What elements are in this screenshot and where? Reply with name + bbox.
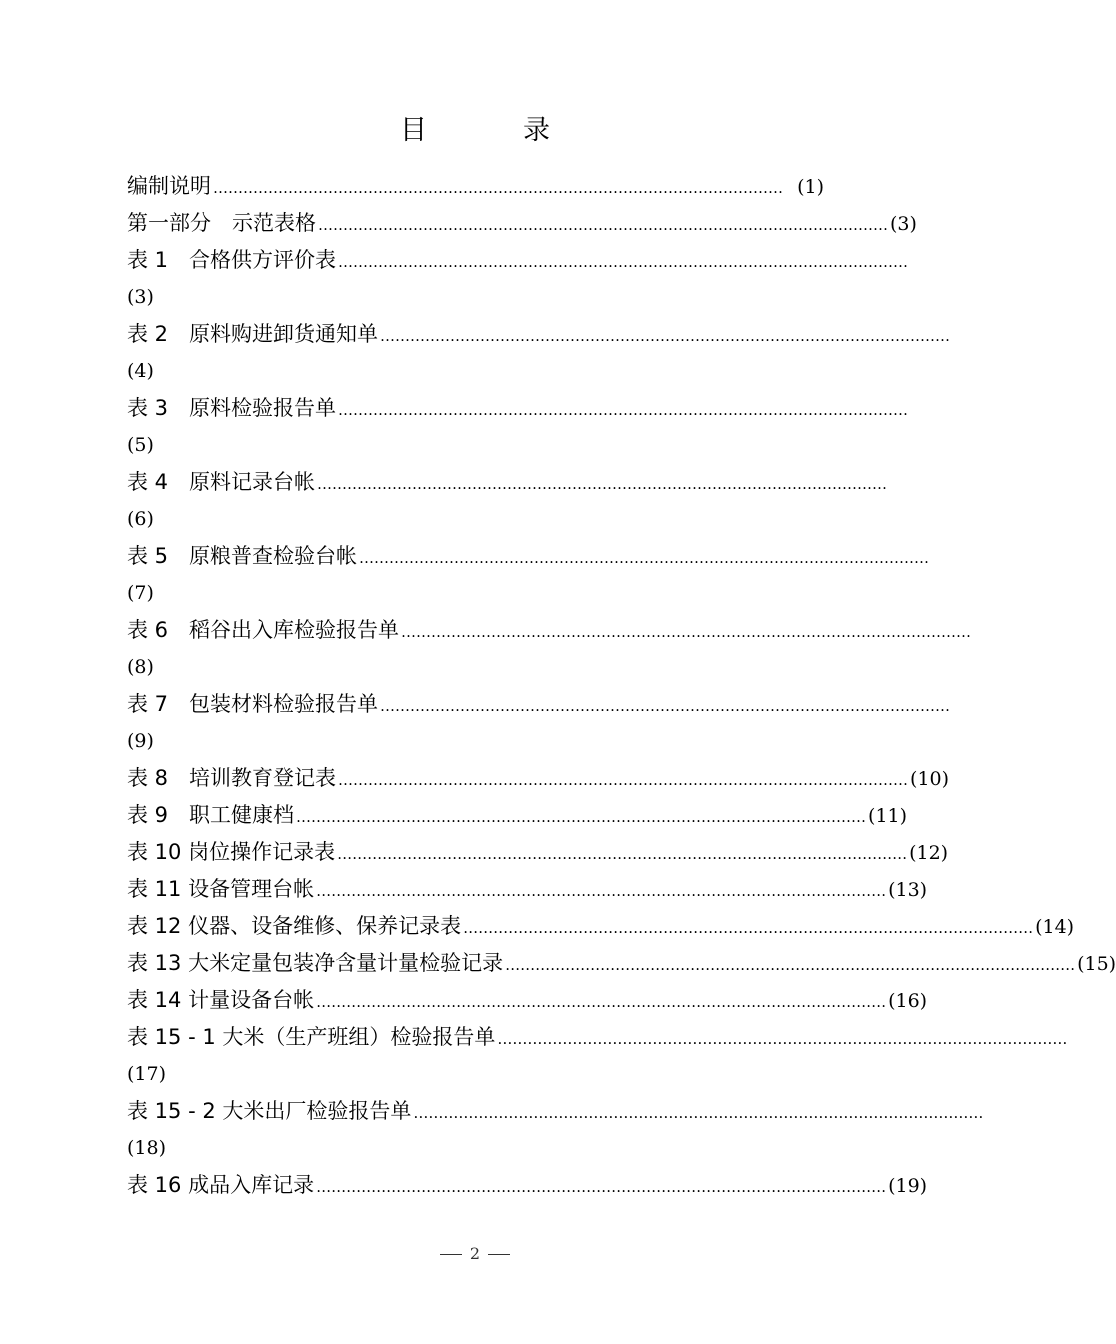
toc-leader: …………………………………………………………………………………………………… (337, 845, 908, 863)
toc-leader: …………………………………………………………………………………………………… (338, 401, 909, 419)
page-number: 2 (469, 1244, 481, 1263)
toc-leader: …………………………………………………………………………………………………… (316, 993, 887, 1011)
toc-leader: …………………………………………………………………………………………………… (380, 697, 951, 715)
toc-entry-page: (4) (127, 360, 154, 382)
toc-leader: …………………………………………………………………………………………………… (296, 808, 867, 826)
toc-entry-page: (1) (797, 176, 824, 198)
toc-entry-page: (16) (888, 990, 928, 1012)
toc-entry-label: 表 16 成品入库记录 (127, 1173, 315, 1197)
toc-entry[interactable] (127, 464, 888, 501)
toc-entry-label: 表 4 原料记录台帐 (127, 470, 316, 494)
toc-entry[interactable] (127, 760, 950, 797)
toc-entry[interactable] (127, 538, 930, 575)
toc-leader: …………………………………………………………………………………………………… (413, 1104, 984, 1122)
toc-leader: …………………………………………………………………………………………………… (213, 179, 783, 197)
table-of-contents (127, 168, 1116, 1204)
toc-entry-label: 表 8 培训教育登记表 (127, 766, 337, 790)
toc-leader: …………………………………………………………………………………………………… (463, 919, 1034, 937)
footer-dash-left (440, 1254, 462, 1255)
toc-entry-label: 第一部分 示范表格 (127, 211, 316, 235)
toc-entry-label: 表 13 大米定量包装净含量计量检验记录 (127, 951, 504, 975)
toc-leader: …………………………………………………………………………………………………… (318, 216, 888, 234)
page-footer (0, 1244, 950, 1263)
toc-leader: …………………………………………………………………………………………………… (401, 623, 972, 641)
toc-entry-page: (6) (127, 508, 154, 530)
toc-entry-page: (7) (127, 582, 154, 604)
toc-entry-label: 表 15 - 2 大米出厂检验报告单 (127, 1099, 412, 1123)
title-right: 录 (523, 115, 550, 146)
toc-entry[interactable] (127, 242, 909, 279)
toc-entry[interactable] (127, 168, 824, 205)
toc-entry-page: (13) (888, 879, 928, 901)
toc-entry-label: 表 14 计量设备台帐 (127, 988, 315, 1012)
toc-entry-label: 表 15 - 1 大米（生产班组）检验报告单 (127, 1025, 496, 1049)
toc-leader: …………………………………………………………………………………………………… (317, 475, 888, 493)
toc-entry-label: 表 9 职工健康档 (127, 803, 295, 827)
toc-leader: …………………………………………………………………………………………………… (316, 1178, 887, 1196)
toc-entry[interactable] (127, 316, 951, 353)
toc-entry-label: 表 6 稻谷出入库检验报告单 (127, 618, 400, 642)
toc-entry[interactable] (127, 1167, 928, 1204)
toc-entry[interactable] (127, 908, 1075, 945)
toc-entry-page: (10) (910, 768, 950, 790)
toc-entry[interactable] (127, 1093, 984, 1130)
toc-entry[interactable] (127, 390, 909, 427)
toc-entry[interactable] (127, 797, 908, 834)
toc-entry-label: 表 5 原粮普查检验台帐 (127, 544, 358, 568)
toc-entry[interactable] (127, 612, 972, 649)
toc-leader: …………………………………………………………………………………………………… (380, 327, 951, 345)
toc-entry-page: (15) (1077, 953, 1116, 975)
toc-entry-label: 表 3 原料检验报告单 (127, 396, 337, 420)
toc-entry[interactable] (127, 834, 949, 871)
toc-leader: …………………………………………………………………………………………………… (497, 1030, 1068, 1048)
toc-entry-page: (18) (127, 1137, 167, 1159)
toc-entry-page: (3) (890, 213, 917, 235)
toc-leader: …………………………………………………………………………………………………… (338, 771, 909, 789)
toc-entry-page: (5) (127, 434, 154, 456)
toc-leader: …………………………………………………………………………………………………… (338, 253, 909, 271)
toc-entry-page: (3) (127, 286, 154, 308)
page-title (0, 108, 950, 147)
toc-entry-page: (9) (127, 730, 154, 752)
toc-entry-page: (11) (868, 805, 908, 827)
toc-entry[interactable] (127, 1019, 1068, 1056)
toc-entry-label: 表 2 原料购进卸货通知单 (127, 322, 379, 346)
toc-leader: …………………………………………………………………………………………………… (359, 549, 930, 567)
toc-entry[interactable] (127, 945, 1116, 982)
toc-entry[interactable] (127, 205, 917, 242)
toc-leader: …………………………………………………………………………………………………… (316, 882, 887, 900)
title-left: 目 (400, 115, 427, 146)
toc-entry-label: 表 1 合格供方评价表 (127, 248, 337, 272)
toc-entry-page: (12) (909, 842, 949, 864)
footer-dash-right (488, 1254, 510, 1255)
toc-entry[interactable] (127, 982, 928, 1019)
toc-entry-page: (19) (888, 1175, 928, 1197)
toc-entry-page: (14) (1035, 916, 1075, 938)
toc-entry-label: 表 11 设备管理台帐 (127, 877, 315, 901)
toc-entry-label: 表 7 包装材料检验报告单 (127, 692, 379, 716)
toc-entry[interactable] (127, 686, 951, 723)
toc-entry-label: 表 12 仪器、设备维修、保养记录表 (127, 914, 462, 938)
toc-entry-page: (8) (127, 656, 154, 678)
toc-entry-page: (17) (127, 1063, 167, 1085)
toc-leader: …………………………………………………………………………………………………… (505, 956, 1076, 974)
toc-entry-label: 表 10 岗位操作记录表 (127, 840, 336, 864)
toc-entry-label: 编制说明 (127, 174, 211, 198)
toc-entry[interactable] (127, 871, 928, 908)
